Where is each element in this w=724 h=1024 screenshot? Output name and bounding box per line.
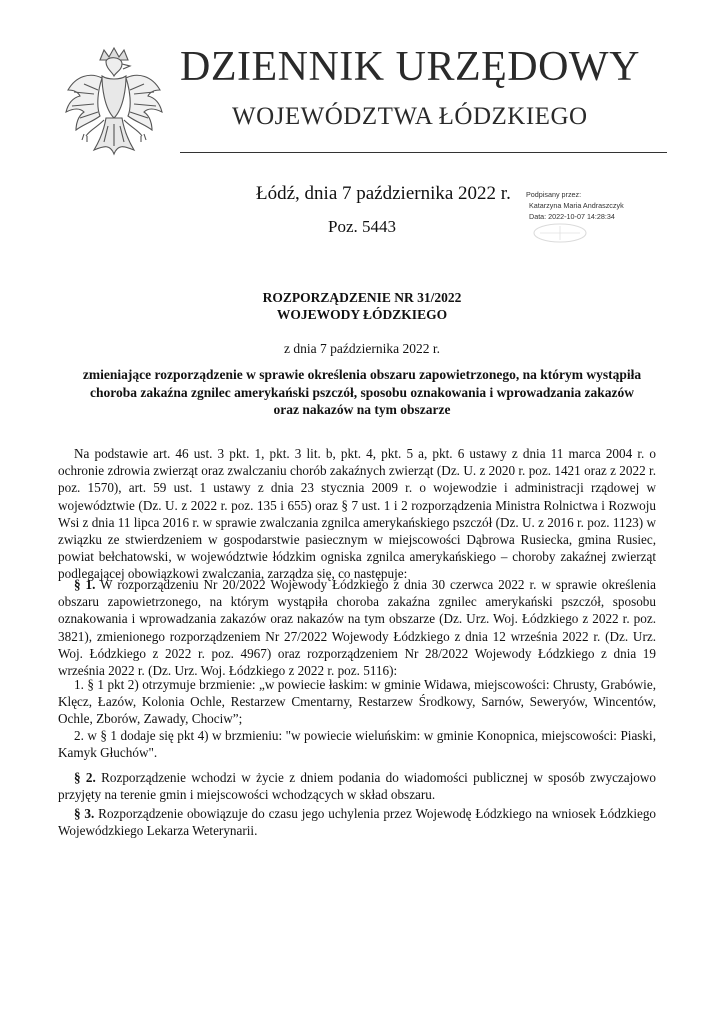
section-1-text: W rozporządzeniu Nr 20/2022 Wojewody Łódzkiego z dnia 30 czerwca 2022 r. w sprawie określenia obszaru zapowietrzonego, na którym wystąpiła choroba zakaźna zgnilec amerykański pszczół, sposobu oznakowania i wprowadzania zakazów oraz nakazów na tym obszarze (Dz. Urz. Woj. Łódzkiego z 2022 r. poz. 3821), zmienionego rozporządzeniem Nr 27/2022 Wojewody Łódzkiego z dnia 12 września 2022 r. (Dz. Urz. Woj. Łódzkiego z 2022 r. poz. 4967) oraz rozporządzeniem Nr 28/2022 Wojewody Łódzkiego z dnia 19 września 2022 r. (Dz. Urz. Woj. Łódzkiego z 2022 r. poz. 5116): bbox=[58, 577, 657, 679]
act-date: z dnia 7 października 2022 r. bbox=[284, 341, 440, 356]
signer-name: Katarzyna Maria Andraszczyk bbox=[529, 200, 624, 210]
signature-label: Podpisany przez: bbox=[526, 190, 582, 199]
digital-signature bbox=[526, 190, 624, 222]
publication-subtitle: WOJEWÓDZTWA ŁÓDZKIEGO bbox=[232, 103, 588, 130]
publication-title: DZIENNIK URZĘDOWY bbox=[180, 44, 640, 90]
section-1-label: § 1. bbox=[74, 577, 96, 592]
act-title-line-1: ROZPORZĄDZENIE NR 31/2022 bbox=[262, 290, 462, 305]
section-3-paragraph bbox=[58, 805, 656, 839]
eagle-emblem-icon bbox=[60, 46, 168, 168]
signature-date: Data: 2022-10-07 14:28:34 bbox=[529, 211, 615, 221]
point-2-paragraph: 2. w § 1 dodaje się pkt 4) w brzmieniu: "w powiecie wieluńskim: w gminie Konopnica, miejscowości: Piaski, Kamyk Głuchów". bbox=[58, 728, 656, 761]
section-2-paragraph bbox=[58, 769, 656, 803]
act-title-line-2: WOJEWODY ŁÓDZKIEGO bbox=[276, 307, 448, 322]
section-3-label: § 3. bbox=[74, 806, 95, 821]
signature-stamp-icon bbox=[530, 220, 590, 246]
section-1-paragraph bbox=[58, 576, 656, 679]
section-2-label: § 2. bbox=[74, 770, 96, 785]
section-2-text: Rozporządzenie wchodzi w życie z dniem podania do wiadomości publicznej w sposób zwyczajowo przyjęty na terenie gmin i miejscowości wchodzących w skład obszaru. bbox=[58, 770, 657, 803]
point-1-paragraph: 1. § 1 pkt 2) otrzymuje brzmienie: „w powiecie łaskim: w gminie Widawa, miejscowości: Chrusty, Grabówie, Klęcz, Łazów, Kolonia Ochle, Restarzew Cmentarny, Restarzew Środkowy, Sarnów, Seweryów, Wincentów, Ochle, Zborów, Zawady, Chociw”; bbox=[58, 677, 656, 727]
preamble-paragraph: Na podstawie art. 46 ust. 3 pkt. 1, pkt. 3 lit. b, pkt. 4, pkt. 5 a, pkt. 6 ustawy z dnia 11 marca 2004 r. o ochronie zdrowia zwierząt oraz zwalczaniu chorób zakaźnych zwierząt (Dz. U. z 2020 r. poz. 1421 oraz z 2022 r. poz. 1570), art. 59 ust. 1 ustawy z dnia 23 stycznia 2009 r. o wojewodzie i administracji rządowej w województwie (Dz. U. z 2022 r. poz. 135 i 655) oraz § 7 ust. 1 i 2 rozporządzenia Ministra Rolnictwa i Rozwoju Wsi z dnia 11 lipca 2016 r. w sprawie zwalczania zgnilca amerykańskiego pszczół (Dz. U. z 2016 r. poz. 1123) w związku ze stwierdzeniem w gospodarstwie pasiecznym w miejscowości Dąbrowa Rusiecka, gmina Rusiec, powiat bełchatowski, w województwie łódzkim ogniska zgnilca amerykańskiego – choroby zakaźnej zwierząt podlegającej obowiązkowi zwalczania, zarządza się, co następuje: bbox=[58, 446, 656, 582]
header-divider bbox=[180, 152, 667, 153]
position-number: Poz. 5443 bbox=[328, 217, 396, 236]
act-title bbox=[0, 289, 724, 323]
act-subject: zmieniające rozporządzenie w sprawie określenia obszaru zapowietrzonego, na którym wystąpiła choroba zakaźna zgnilec amerykański pszczół, sposobu oznakowania i wprowadzania zakazów oraz nakazów na tym obszarze bbox=[82, 367, 642, 417]
section-3-text: Rozporządzenie obowiązuje do czasu jego uchylenia przez Wojewodę Łódzkiego na wniosek Łódzkiego Wojewódzkiego Lekarza Weterynarii. bbox=[58, 806, 657, 839]
issue-place-date: Łódź, dnia 7 października 2022 r. bbox=[256, 183, 511, 204]
